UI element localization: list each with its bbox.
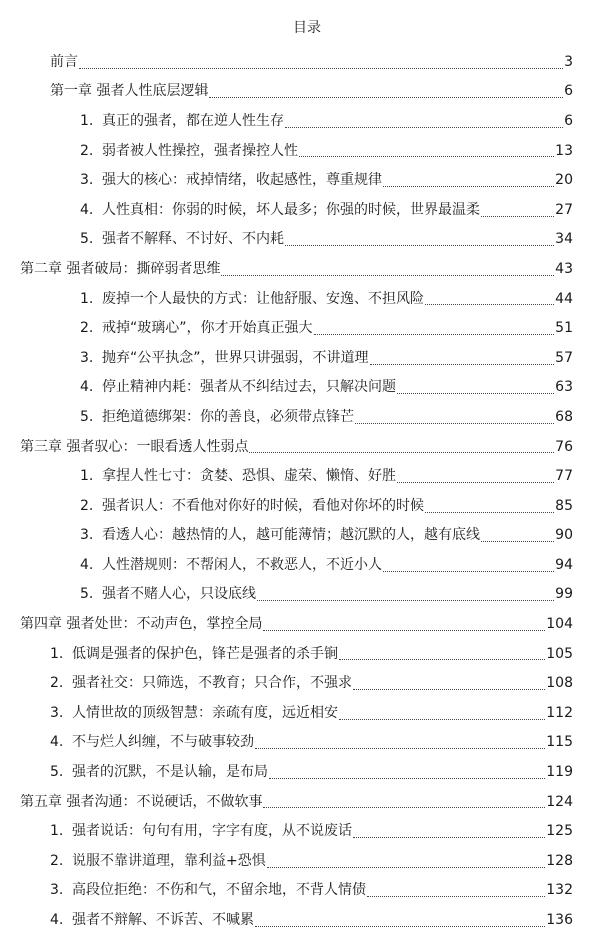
toc-entry-number: 1. — [50, 823, 64, 840]
toc-page-number: 68 — [555, 408, 573, 425]
dot-leader — [397, 392, 554, 394]
dot-leader — [209, 96, 563, 98]
toc-entry-text: 第二章 强者破局：撕碎弱者思维 — [20, 260, 221, 277]
toc-entry-label — [80, 408, 354, 426]
toc-page-number: 136 — [546, 912, 573, 929]
toc-section-entry[interactable] — [0, 728, 614, 758]
dot-leader — [257, 599, 554, 601]
toc-entry-label — [50, 763, 268, 781]
toc-chapter-entry[interactable] — [0, 77, 614, 107]
toc-entry-number: 5. — [80, 408, 94, 425]
toc-page-number: 128 — [546, 852, 573, 869]
toc-entry-number: 5. — [50, 764, 64, 781]
toc-entry-text: 人性潜规则：不帮闲人，不救恶人，不近小人 — [102, 556, 382, 573]
toc-entry-label — [80, 526, 480, 544]
toc-entry-number: 1. — [50, 645, 64, 662]
toc-entry-label — [50, 53, 78, 71]
dot-leader — [299, 155, 554, 157]
toc-entry-label — [50, 674, 352, 692]
dot-leader — [249, 451, 554, 453]
toc-chapter-entry[interactable] — [0, 432, 614, 462]
toc-section-entry[interactable] — [0, 550, 614, 580]
toc-section-entry[interactable] — [0, 195, 614, 225]
toc-entry-number: 1. — [80, 468, 94, 485]
toc-chapter-entry[interactable] — [0, 609, 614, 639]
toc-entry-text: 抛弃“公平执念”，世界只讲强弱，不讲道理 — [102, 349, 369, 366]
toc-entry-label — [80, 171, 382, 189]
toc-entry-number: 1. — [80, 112, 94, 129]
toc-section-entry[interactable] — [0, 343, 614, 373]
toc-page-number: 34 — [555, 231, 573, 248]
toc-entry-text: 高段位拒绝：不伤和气，不留余地，不背人情债 — [72, 882, 366, 899]
toc-entry-label — [20, 615, 262, 633]
toc-entry-number: 5. — [80, 231, 94, 248]
toc-entry-label — [20, 260, 220, 278]
toc-section-entry[interactable] — [0, 816, 614, 846]
toc-page-number: 90 — [555, 527, 573, 544]
toc-section-entry[interactable] — [0, 698, 614, 728]
toc-entry-label — [50, 881, 366, 899]
toc-section-entry[interactable] — [0, 225, 614, 255]
dot-leader — [481, 215, 554, 217]
toc-page-number: 20 — [555, 172, 573, 189]
toc-page-number: 112 — [546, 704, 573, 721]
toc-page-number: 13 — [555, 142, 573, 159]
toc-section-entry[interactable] — [0, 876, 614, 906]
toc-entry-text: 低调是强者的保护色，锋芒是强者的杀手锏 — [72, 645, 338, 662]
toc-section-entry[interactable] — [0, 905, 614, 935]
toc-page-number: 108 — [546, 675, 573, 692]
toc-section-entry[interactable] — [0, 668, 614, 698]
toc-page-number: 43 — [555, 260, 573, 277]
toc-section-entry[interactable] — [0, 757, 614, 787]
toc-section-entry[interactable] — [0, 461, 614, 491]
toc-entry-text: 真正的强者，都在逆人性生存 — [102, 112, 284, 129]
toc-entry-number: 2. — [80, 320, 94, 337]
dot-leader — [367, 895, 545, 897]
toc-entry-text: 强者社交：只筛选，不教育；只合作，不强求 — [72, 675, 352, 692]
toc-entry-label — [50, 645, 338, 663]
toc-entry-number: 2. — [80, 497, 94, 514]
toc-entry-number: 2. — [50, 852, 64, 869]
toc-page-number: 99 — [555, 586, 573, 603]
toc-entry-label — [50, 822, 352, 840]
toc-section-entry[interactable] — [0, 491, 614, 521]
toc-entry-text: 强者说话：句句有用，字字有度，从不说废话 — [72, 823, 352, 840]
toc-entry-number: 4. — [80, 556, 94, 573]
dot-leader — [263, 806, 545, 808]
toc-chapter-entry[interactable] — [0, 787, 614, 817]
toc-entry-label — [80, 201, 480, 219]
toc-entry-label — [80, 585, 256, 603]
toc-entry-text: 拒绝道德绑架：你的善良，必须带点锋芒 — [102, 408, 354, 425]
toc-entry-number: 1. — [80, 290, 94, 307]
toc-page-number: 57 — [555, 349, 573, 366]
dot-leader — [481, 540, 554, 542]
toc-page-number: 6 — [564, 112, 573, 129]
dot-leader — [285, 244, 554, 246]
toc-page-number: 76 — [555, 438, 573, 455]
toc-entry-number: 3. — [80, 172, 94, 189]
toc-section-entry[interactable] — [0, 580, 614, 610]
dot-leader — [221, 274, 554, 276]
toc-entry-text: 强者识人：不看他对你好的时候，看他对你坏的时候 — [102, 497, 424, 514]
toc-entry-label — [80, 467, 396, 485]
toc-entry-text: 第四章 强者处世：不动声色，掌控全局 — [20, 616, 263, 633]
toc-page-number: 6 — [564, 83, 573, 100]
dot-leader — [397, 481, 554, 483]
toc-section-entry[interactable] — [0, 106, 614, 136]
toc-entry-number: 4. — [80, 201, 94, 218]
toc-entry-number: 3. — [50, 704, 64, 721]
toc-entry-label — [50, 911, 254, 929]
toc-entry-number: 3. — [80, 527, 94, 544]
dot-leader — [353, 688, 545, 690]
toc-section-entry[interactable] — [0, 373, 614, 403]
toc-chapter-entry[interactable] — [0, 254, 614, 284]
toc-section-entry[interactable] — [0, 639, 614, 669]
toc-entry-text: 强者不赌人心，只设底线 — [102, 586, 256, 603]
toc-entry-number: 2. — [80, 142, 94, 159]
toc-entry-label — [50, 733, 254, 751]
toc-entry-label — [50, 704, 338, 722]
toc-entry-label — [80, 556, 382, 574]
dot-leader — [425, 303, 554, 305]
toc-entry-number: 4. — [50, 734, 64, 751]
toc-entry-number: 3. — [80, 349, 94, 366]
toc-section-entry[interactable] — [0, 521, 614, 551]
toc-page-number: 3 — [564, 53, 573, 70]
toc-entry-text: 第五章 强者沟通：不说硬话，不做软事 — [20, 793, 263, 810]
toc-entry-text: 弱者被人性操控，强者操控人性 — [102, 142, 298, 159]
toc-entry-text: 戒掉“玻璃心”，你才开始真正强大 — [102, 320, 313, 337]
dot-leader — [425, 511, 554, 513]
toc-entry-text: 拿捏人性七寸：贪婪、恐惧、虚荣、懒惰、好胜 — [102, 468, 396, 485]
toc-entry-label — [50, 852, 266, 870]
toc-entry-label — [80, 142, 298, 160]
dot-leader — [255, 747, 545, 749]
dot-leader — [353, 836, 545, 838]
toc-entry-text: 第一章 强者人性底层逻辑 — [50, 83, 209, 100]
toc-entry-label — [80, 290, 424, 308]
toc-page-number: 77 — [555, 468, 573, 485]
toc-entry-text: 强者不辩解、不诉苦、不喊累 — [72, 912, 254, 929]
dot-leader — [370, 363, 555, 365]
toc-preface-entry[interactable] — [0, 47, 614, 77]
toc-title: 目录 — [293, 20, 321, 36]
toc-page-number: 44 — [555, 290, 573, 307]
toc-entry-text: 人性真相：你弱的时候，坏人最多；你强的时候，世界最温柔 — [102, 201, 480, 218]
toc-section-entry[interactable] — [0, 165, 614, 195]
dot-leader — [314, 333, 555, 335]
toc-entry-label — [80, 230, 284, 248]
toc-entry-text: 人情世故的顶级智慧：亲疏有度，远近相安 — [72, 704, 338, 721]
toc-entry-text: 看透人心：越热情的人，越可能薄情；越沉默的人，越有底线 — [102, 527, 480, 544]
toc-section-entry[interactable] — [0, 136, 614, 166]
toc-list — [0, 47, 614, 935]
toc-entry-number: 4. — [80, 379, 94, 396]
dot-leader — [339, 718, 545, 720]
toc-entry-text: 强大的核心：戒掉情绪，收起感性，尊重规律 — [102, 172, 382, 189]
toc-entry-label — [50, 82, 208, 100]
toc-entry-text: 前言 — [50, 53, 78, 70]
toc-page-number: 105 — [546, 645, 573, 662]
toc-entry-label — [80, 319, 313, 337]
toc-page-number: 115 — [546, 734, 573, 751]
toc-entry-text: 停止精神内耗：强者从不纠结过去，只解决问题 — [102, 379, 396, 396]
toc-entry-text: 第三章 强者驭心：一眼看透人性弱点 — [20, 438, 249, 455]
toc-entry-text: 强者不解释、不讨好、不内耗 — [102, 231, 284, 248]
toc-entry-label — [20, 793, 262, 811]
toc-entry-number: 3. — [50, 882, 64, 899]
dot-leader — [255, 925, 545, 927]
dot-leader — [383, 570, 554, 572]
toc-section-entry[interactable] — [0, 313, 614, 343]
toc-page-number: 124 — [546, 793, 573, 810]
dot-leader — [269, 777, 545, 779]
dot-leader — [355, 422, 554, 424]
dot-leader — [79, 67, 563, 69]
toc-page-number: 104 — [546, 616, 573, 633]
toc-section-entry[interactable] — [0, 284, 614, 314]
toc-entry-label — [80, 497, 424, 515]
toc-page-number: 132 — [546, 882, 573, 899]
toc-page-number: 27 — [555, 201, 573, 218]
toc-entry-label — [20, 438, 248, 456]
toc-entry-text: 强者的沉默，不是认输，是布局 — [72, 764, 268, 781]
toc-entry-text: 说服不靠讲道理，靠利益+恐惧 — [72, 852, 266, 869]
dot-leader — [263, 629, 545, 631]
toc-entry-number: 5. — [80, 586, 94, 603]
toc-entry-number: 2. — [50, 675, 64, 692]
toc-page-number: 85 — [555, 497, 573, 514]
dot-leader — [285, 126, 563, 128]
dot-leader — [267, 866, 546, 868]
toc-entry-text: 废掉一个人最快的方式：让他舒服、安逸、不担风险 — [102, 290, 424, 307]
toc-section-entry[interactable] — [0, 402, 614, 432]
toc-page-number: 125 — [546, 823, 573, 840]
toc-entry-text: 不与烂人纠缠，不与破事较劲 — [72, 734, 254, 751]
toc-entry-label — [80, 378, 396, 396]
toc-entry-label — [80, 349, 369, 367]
toc-page-number: 94 — [555, 556, 573, 573]
toc-entry-number: 4. — [50, 912, 64, 929]
toc-section-entry[interactable] — [0, 846, 614, 876]
toc-page-number: 63 — [555, 379, 573, 396]
toc-page-number: 51 — [555, 320, 573, 337]
dot-leader — [383, 185, 554, 187]
toc-entry-label — [80, 112, 284, 130]
dot-leader — [339, 658, 545, 660]
toc-page-number: 119 — [546, 764, 573, 781]
